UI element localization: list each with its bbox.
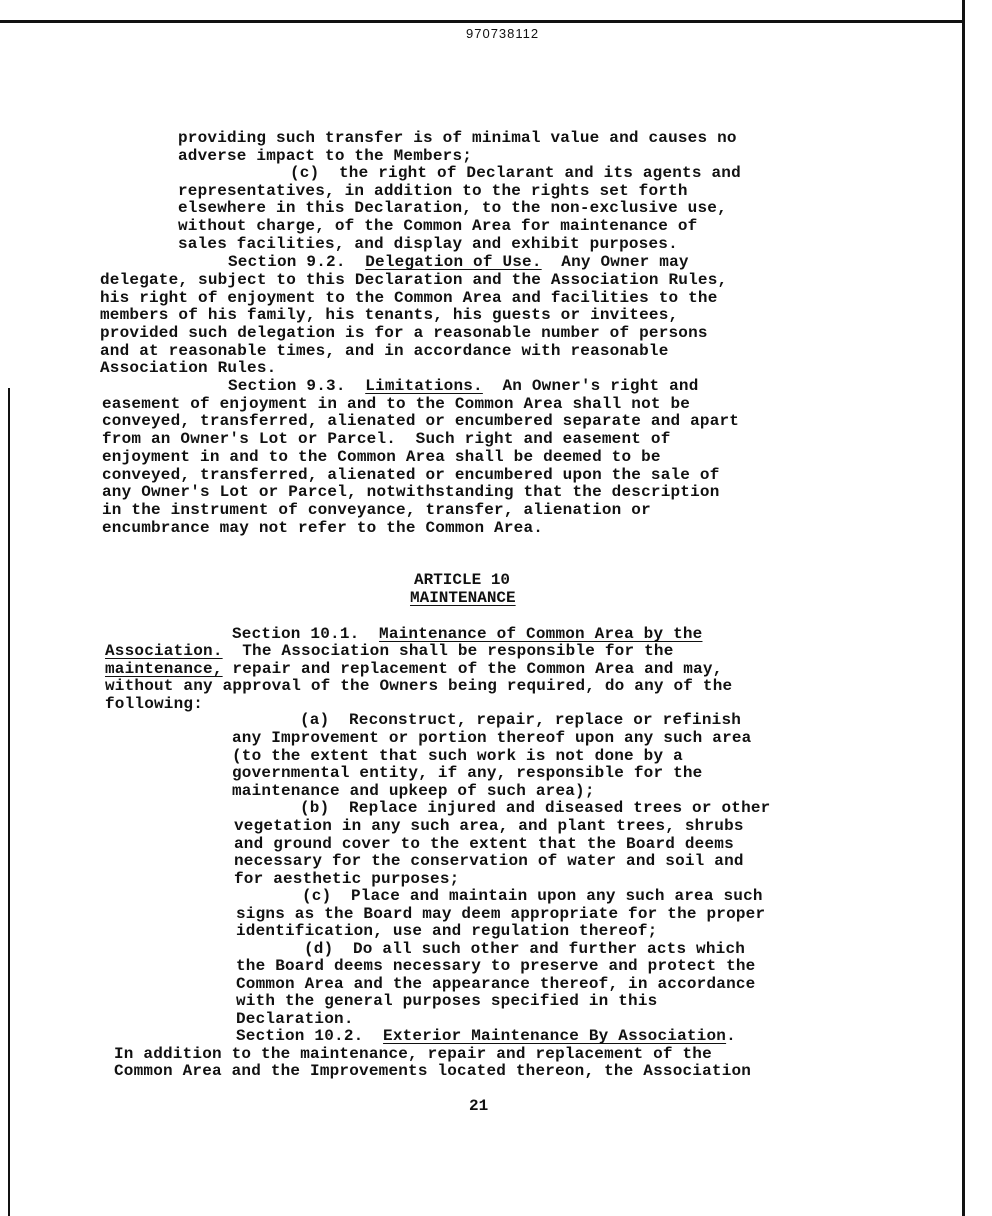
top-rule [0,20,962,23]
text-line: (d) Do all such other and further acts which [304,940,746,958]
section-text: repair and replacement of the Common Area and may, [222,660,723,678]
section-title: Maintenance of Common Area by the [379,625,703,643]
text-line: identification, use and regulation thereof; [236,922,658,940]
text-line [105,660,723,678]
right-edge-rule [962,0,965,1216]
section-9-2-heading [228,253,689,271]
text-line: (b) Replace injured and diseased trees or other [300,799,771,817]
text-line: encumbrance may not refer to the Common Area. [102,519,544,537]
text-line: in the instrument of conveyance, transfer, alienation or [102,501,651,519]
section-title: Exterior Maintenance By Association [383,1027,727,1045]
section-number: Section 9.2. [228,253,366,271]
section-title: Delegation of Use. [365,253,542,271]
text-line: following: [105,695,204,713]
text-line: for aesthetic purposes; [234,870,460,888]
text-line: the Board deems necessary to preserve and protect the [236,957,756,975]
text-line: provided such delegation is for a reasonable number of persons [100,324,708,342]
text-line: Association Rules. [100,359,277,377]
section-text: An Owner's right and [482,377,699,395]
text-line: any Improvement or portion thereof upon any such area [232,729,752,747]
text-line: vegetation in any such area, and plant trees, shrubs [234,817,744,835]
document-id: 970738112 [466,26,540,41]
text-line: and at reasonable times, and in accordance with reasonable [100,342,669,360]
text-line: conveyed, transferred, alienated or encumbered separate and apart [102,412,740,430]
section-10-2-heading [236,1027,736,1045]
article-title: MAINTENANCE [410,589,516,607]
text-line: representatives, in addition to the rights set forth [178,182,688,200]
text-line: In addition to the maintenance, repair and replacement of the [114,1045,712,1063]
section-title: Limitations. [365,377,483,395]
article-heading: ARTICLE 10 [414,571,511,589]
section-title-continued: Association. [105,642,223,660]
text-line: (a) Reconstruct, repair, replace or refinish [300,711,742,729]
section-10-1-heading [232,625,702,643]
section-9-3-heading [228,377,699,395]
text-line: any Owner's Lot or Parcel, notwithstanding that the description [102,483,720,501]
text-line: without any approval of the Owners being required, do any of the [105,677,733,695]
text-line: without charge, of the Common Area for maintenance of [178,217,698,235]
text-line: members of his family, his tenants, his guests or invitees, [100,306,679,324]
section-number: Section 10.2. [236,1027,384,1045]
text-line: providing such transfer is of minimal value and causes no [178,129,737,147]
text-line: sales facilities, and display and exhibit purposes. [178,235,678,253]
page-number: 21 [469,1097,489,1115]
text-line: (c) Place and maintain upon any such area such [302,887,763,905]
text-line: (c) the right of Declarant and its agents and [290,164,741,182]
text-line [105,642,674,660]
section-number: Section 10.1. [232,625,380,643]
text-line: with the general purposes specified in this [236,992,658,1010]
text-line: maintenance and upkeep of such area); [232,782,595,800]
section-text: Any Owner may [541,253,689,271]
text-line: and ground cover to the extent that the Board deems [234,835,734,853]
text-line: from an Owner's Lot or Parcel. Such right and easement of [102,430,671,448]
text-line: Common Area and the appearance thereof, in accordance [236,975,756,993]
section-text: The Association shall be responsible for the [222,642,674,660]
text-line: signs as the Board may deem appropriate for the proper [236,905,766,923]
section-text: . [726,1027,736,1045]
left-edge-rule [8,388,10,1216]
section-number: Section 9.3. [228,377,366,395]
text-line: elsewhere in this Declaration, to the non-exclusive use, [178,199,727,217]
text-line: Common Area and the Improvements located thereon, the Association [114,1062,752,1080]
text-line: his right of enjoyment to the Common Area and facilities to the [100,289,718,307]
text-line: necessary for the conservation of water and soil and [234,852,744,870]
text-line: adverse impact to the Members; [178,147,473,165]
underlined-word: maintenance, [105,660,223,678]
text-line: conveyed, transferred, alienated or encumbered upon the sale of [102,466,720,484]
text-line: delegate, subject to this Declaration and the Association Rules, [100,271,728,289]
text-line: (to the extent that such work is not done by a [232,747,683,765]
text-line: governmental entity, if any, responsible for the [232,764,703,782]
text-line: easement of enjoyment in and to the Common Area shall not be [102,395,691,413]
text-line: Declaration. [236,1010,354,1028]
text-line: enjoyment in and to the Common Area shall be deemed to be [102,448,661,466]
